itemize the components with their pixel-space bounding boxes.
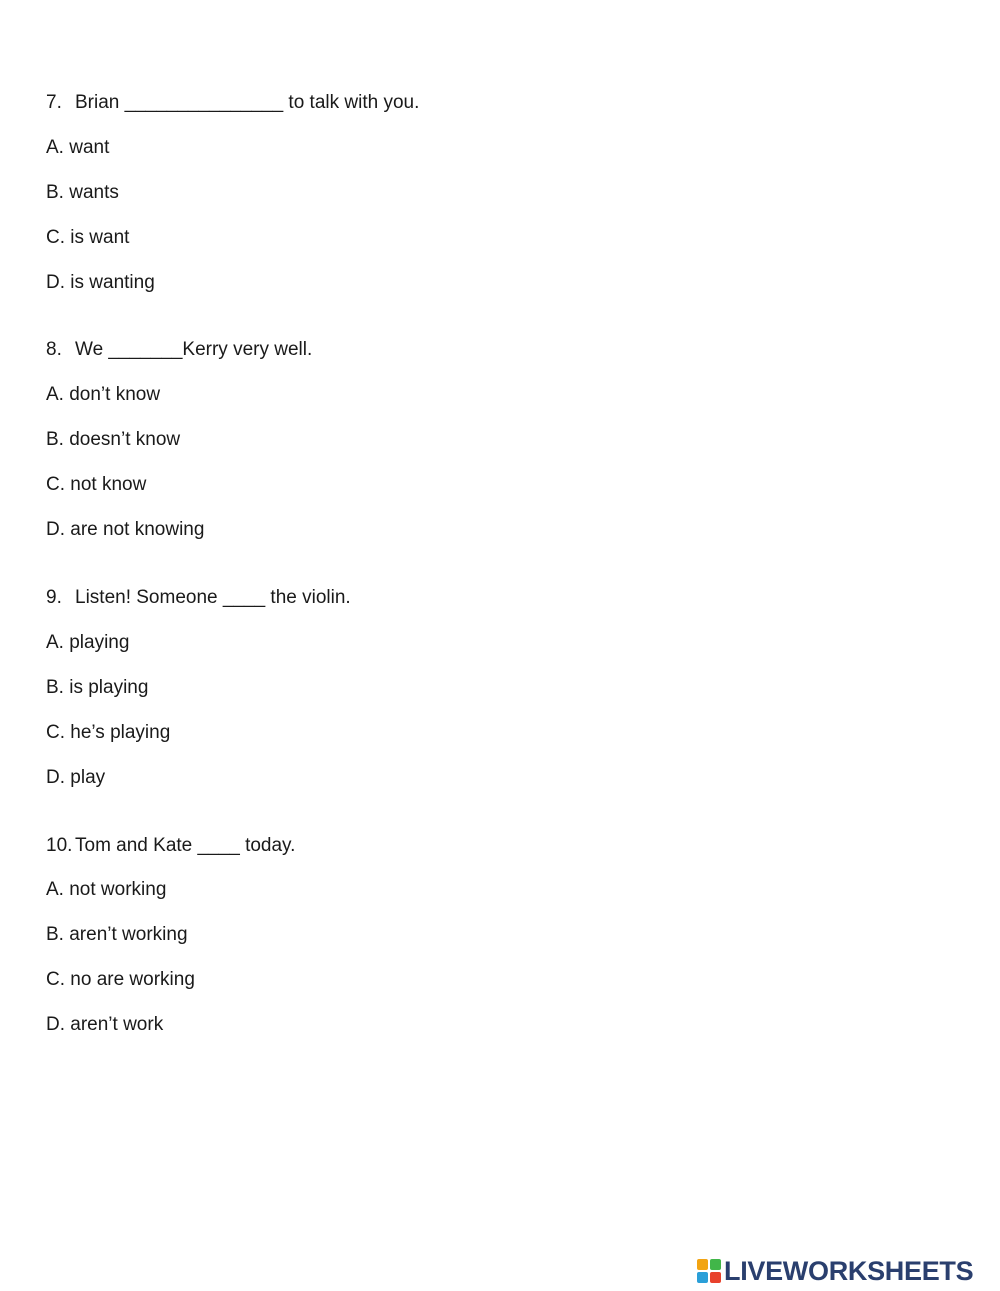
question-number: 9.: [46, 587, 62, 608]
option-7c: C. is want: [46, 227, 130, 248]
option-9b: B. is playing: [46, 677, 149, 698]
option-8b: B. doesn’t know: [46, 429, 181, 450]
question-7: [46, 92, 419, 114]
question-10: [46, 835, 295, 857]
question-9: [46, 587, 351, 609]
question-8: [46, 339, 312, 361]
logo-cube-l: [697, 1259, 708, 1270]
option-8c: C. not know: [46, 474, 147, 495]
option-10a: A. not working: [46, 879, 167, 900]
option-7a: A. want: [46, 137, 110, 158]
option-10d: D. aren’t work: [46, 1014, 164, 1035]
option-8d: D. are not knowing: [46, 519, 205, 540]
question-text: We _______Kerry very well.: [75, 339, 313, 360]
logo-text: LIVEWORKSHEETS: [724, 1255, 974, 1286]
logo-cubes-icon: [697, 1259, 721, 1283]
option-9c: C. he’s playing: [46, 722, 171, 743]
question-number: 8.: [46, 339, 62, 360]
option-7d: D. is wanting: [46, 272, 155, 293]
option-9d: D. play: [46, 767, 106, 788]
question-text: Tom and Kate ____ today.: [75, 835, 296, 856]
question-text: Listen! Someone ____ the violin.: [75, 587, 351, 608]
option-9a: A. playing: [46, 632, 130, 653]
logo-cube-e: [710, 1272, 721, 1283]
option-10c: C. no are working: [46, 969, 195, 990]
question-number: 10.: [46, 835, 73, 856]
logo-cube-v: [697, 1272, 708, 1283]
logo-cube-i: [710, 1259, 721, 1270]
question-number: 7.: [46, 92, 62, 113]
option-10b: B. aren’t working: [46, 924, 188, 945]
question-text: Brian _______________ to talk with you.: [75, 92, 420, 113]
option-8a: A. don’t know: [46, 384, 161, 405]
liveworksheets-logo: [697, 1256, 973, 1286]
option-7b: B. wants: [46, 182, 119, 203]
